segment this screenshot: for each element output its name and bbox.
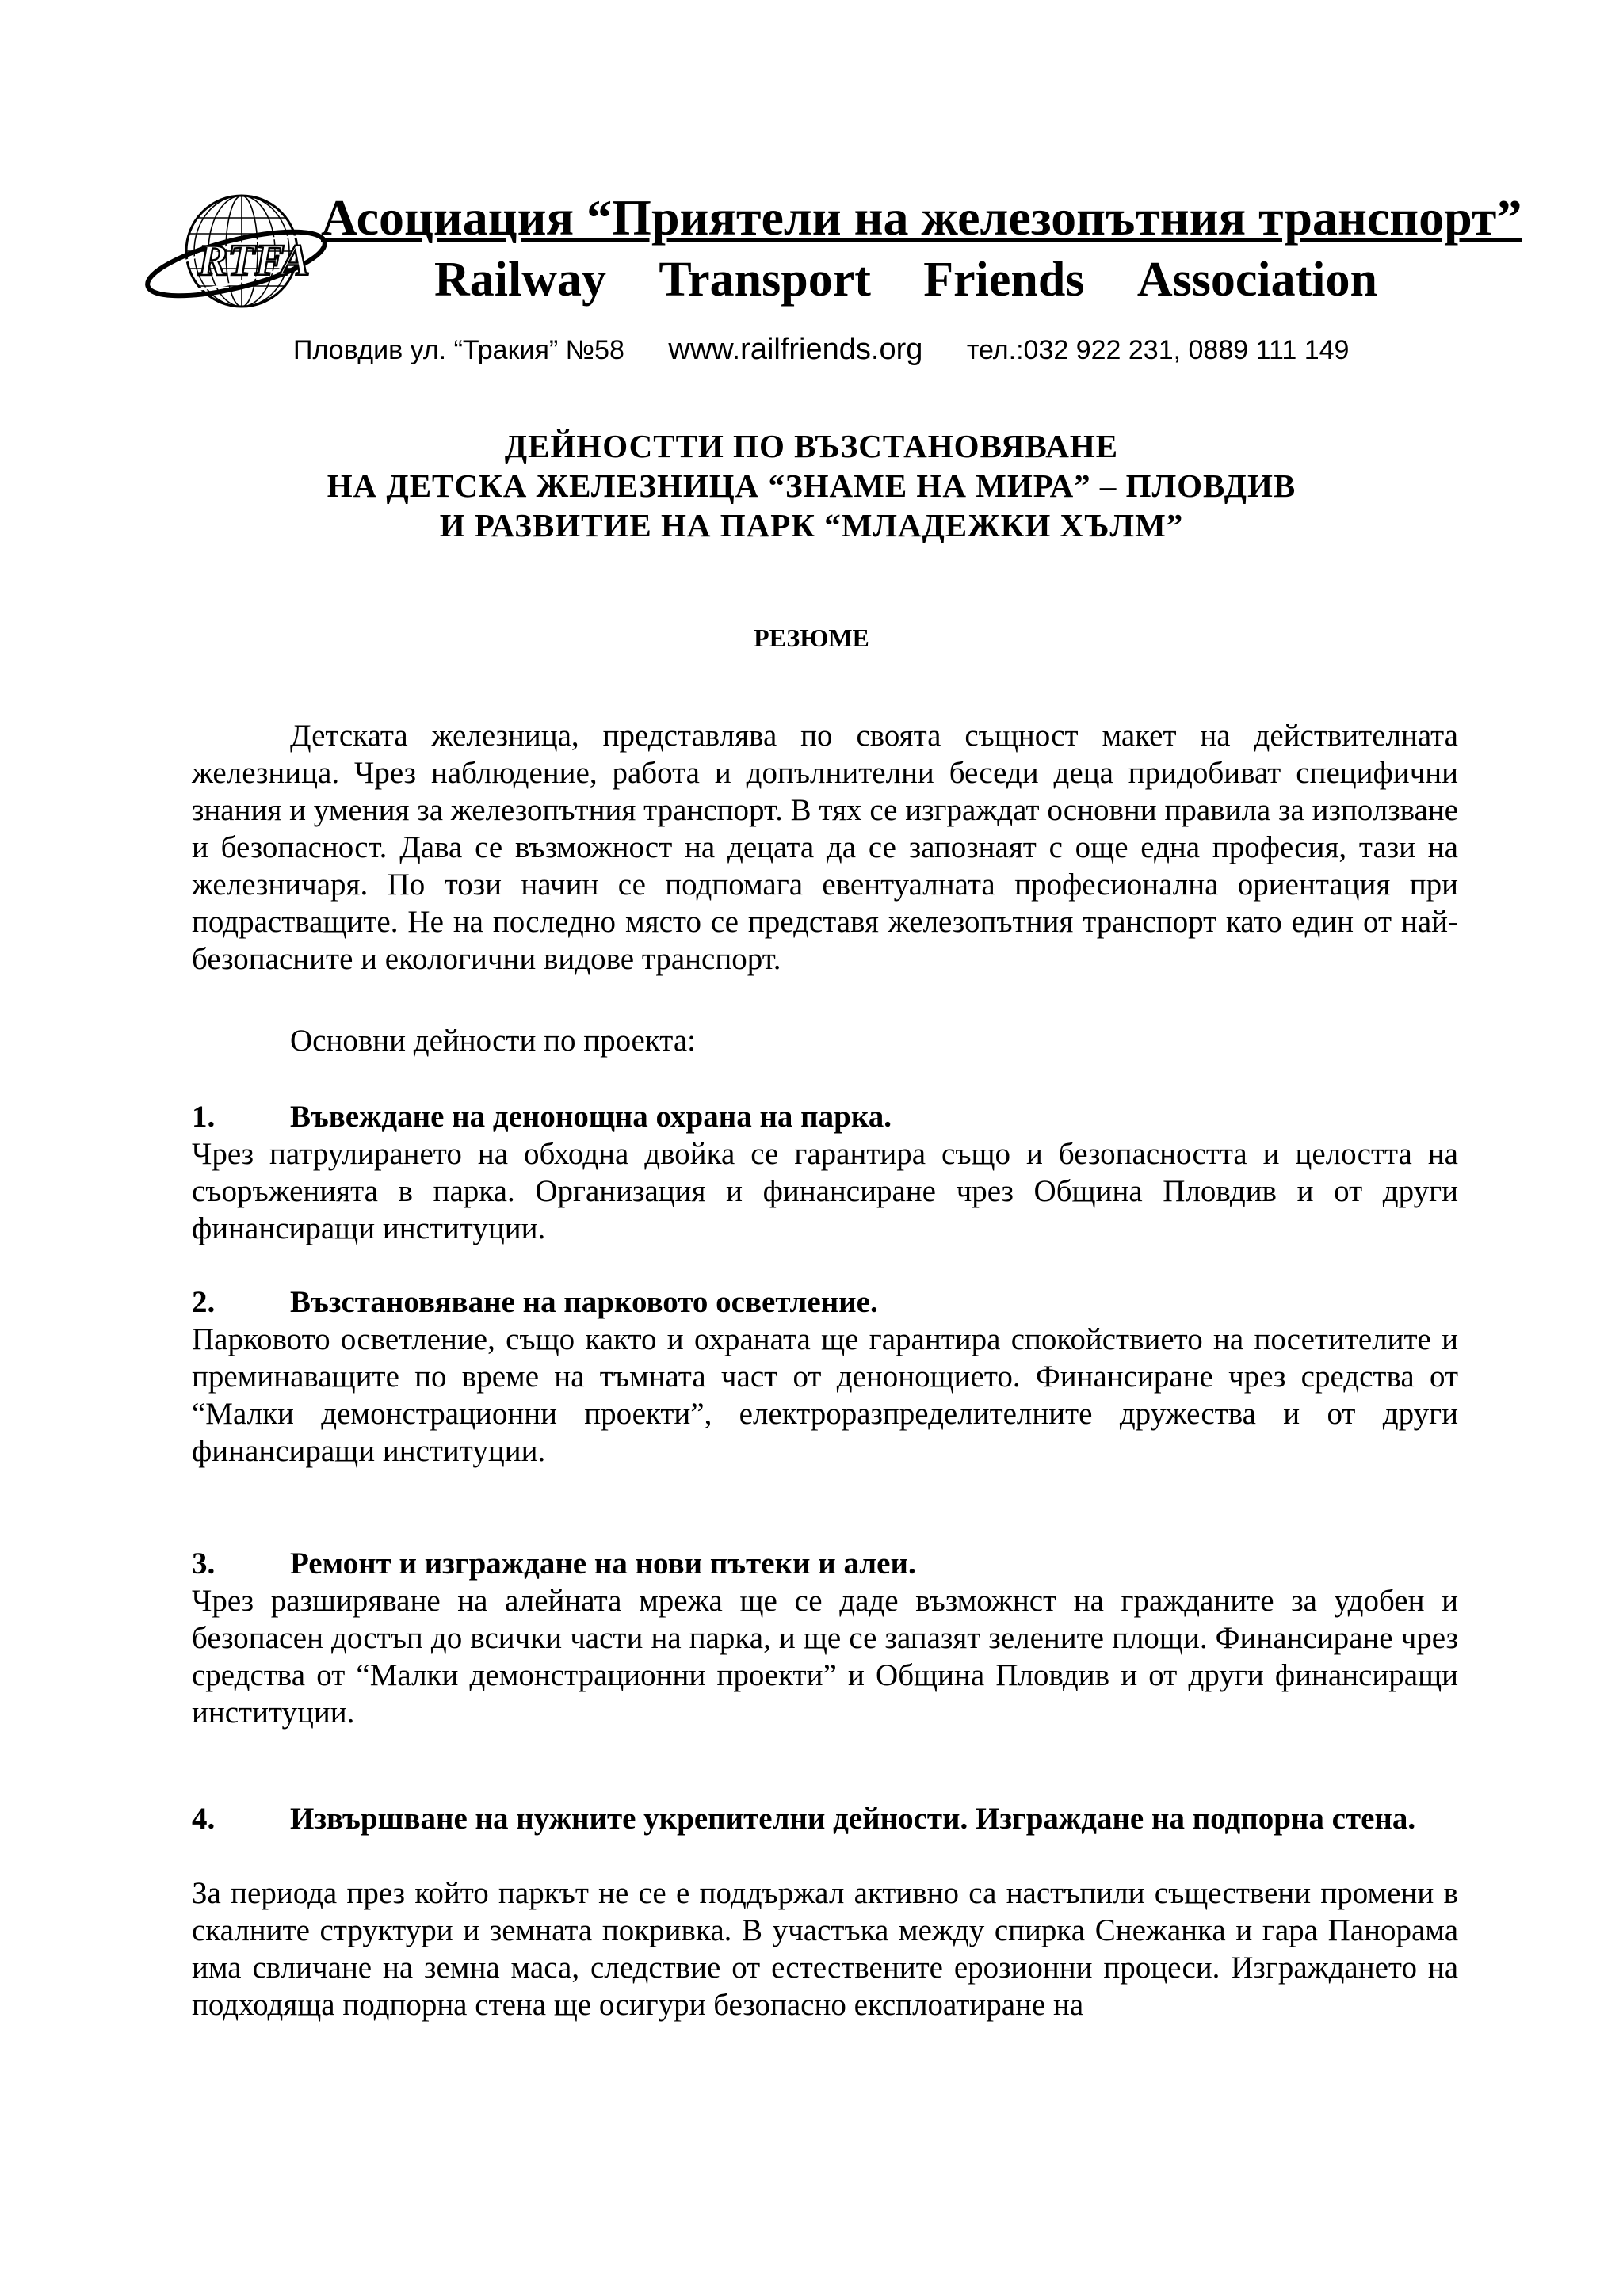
website-link[interactable]: www.railfriends.org — [668, 333, 923, 366]
summary-heading: РЕЗЮМЕ — [754, 624, 869, 652]
activity-number: 3. — [192, 1547, 216, 1581]
title-word: Friends — [923, 253, 1085, 307]
activity-heading-text: Извършване на нужните укрепителни дейности. Изграждане на подпорна стена. — [290, 1802, 1416, 1836]
activities-intro: Основни дейности по проекта: — [290, 1024, 696, 1058]
intro-paragraph: Детската железница, представлява по своята същност макет на действителната железница. Чрез наблюдение, работа и допълнителни беседи деца придобиват специфични знания и умения за железопътния транспорт. В тях се изграждат основни правила за използване и безопасност. Дава се възможност на децата да се запознаят с още една професия, тази на железничаря. По този начин се подпомага евентуалната професионална ориентация при подрастващите. Не на последно място се представя железопътния транспорт като един от най- безопасните и екологични видове транспорт. — [192, 719, 1458, 976]
activity-text: За периода през който паркът не се е поддържал активно са настъпили съществени промени в скалните структури и земната покривка. В участъка между спирка Снежанка и гара Панорама има свличане на земна маса, следствие от естествените ерозионни процеси. Изграждането на подходяща подпорна стена ще осигури безопасно експлоатиране на — [192, 1876, 1458, 2022]
contact-line — [293, 333, 1403, 367]
organization-title: Асоциация “Приятели на железопътния транспорт” — [321, 189, 1522, 246]
activity-text: Чрез патрулирането на обходна двойка се гарантира също и безопасността и целостта на съоръженията в парка. Организация и финансиране чрез Община Пловдив и от други финансиращи институции. — [192, 1137, 1458, 1245]
document-title — [190, 426, 1433, 545]
title-word: Railway — [434, 253, 606, 307]
title-word: Transport — [659, 253, 871, 307]
address: Пловдив ул. “Тракия” №58 — [293, 335, 624, 365]
activity-heading-text: Въвеждане на денонощна охрана на парка. — [290, 1100, 892, 1134]
activity-number: 2. — [192, 1285, 216, 1319]
phone-numbers: тел.:032 922 231, 0889 111 149 — [966, 335, 1350, 365]
globe-logo-icon — [143, 178, 341, 325]
activity-heading — [192, 1800, 1458, 1837]
activity-number: 1. — [192, 1100, 216, 1134]
activity-heading-text: Възстановяване на парковото осветление. — [290, 1285, 878, 1319]
title-line: ДЕЙНОСТТИ ПО ВЪЗСТАНОВЯВАНЕ — [504, 428, 1119, 464]
logo-lettering: RTFA — [198, 236, 311, 285]
activity-heading — [192, 1545, 1458, 1582]
activity-number: 4. — [192, 1802, 216, 1836]
organization-title-english — [434, 252, 1377, 308]
activity-heading — [192, 1098, 1458, 1135]
title-line: НА ДЕТСКА ЖЕЛЕЗНИЦА “ЗНАМЕ НА МИРА” – ПЛОВДИВ — [327, 467, 1296, 504]
activity-heading-text: Ремонт и изграждане на нови пътеки и алеи. — [290, 1547, 916, 1581]
activity-heading — [192, 1283, 1458, 1321]
title-word: Association — [1136, 253, 1377, 307]
activity-text: Чрез разширяване на алейната мрежа ще се даде възможнст на гражданите за удобен и безопасен достъп до всички части на парка, и ще се запазят зелените площи. Финансиране чрез средства от “Малки демонстрационни проекти” и Община Пловдив и от други финансиращи институции. — [192, 1584, 1458, 1730]
activity-text: Парковото осветление, също както и охраната ще гарантира спокойствието на посетителите и преминаващите по време на тъмната част от денонощието. Финансиране чрез средства от “Малки демонстрационни проекти”, електроразпределителните дружества и от други финансиращи институции. — [192, 1322, 1458, 1468]
title-line: И РАЗВИТИЕ НА ПАРК “МЛАДЕЖКИ ХЪЛМ” — [439, 507, 1184, 543]
